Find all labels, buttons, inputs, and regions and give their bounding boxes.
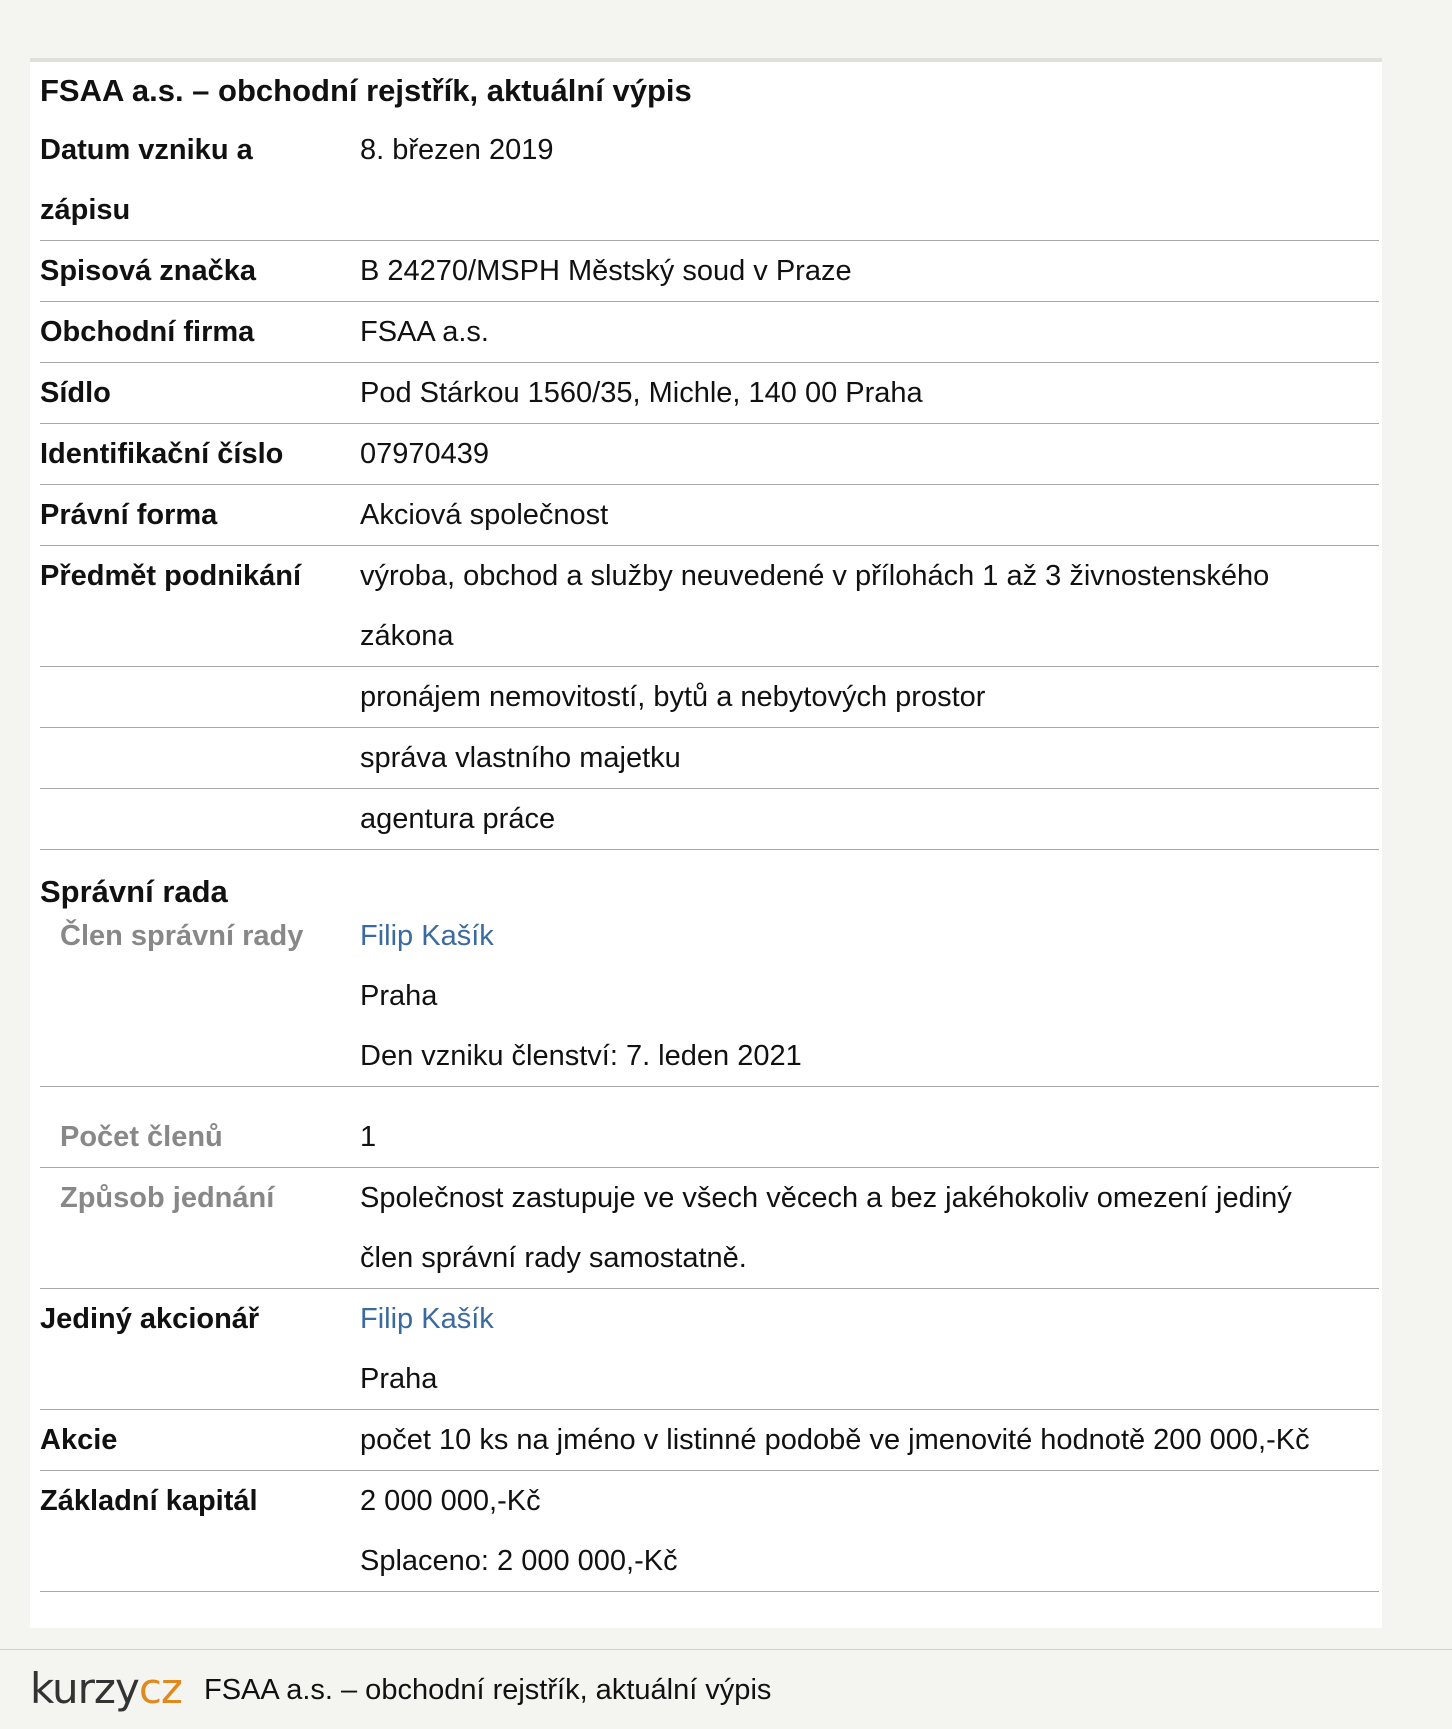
activity-item-line: agentura práce (360, 803, 556, 835)
row-jediny-akcionar (40, 1289, 1379, 1410)
row-value: FSAA a.s. (360, 316, 489, 348)
row-value: 1 (360, 1121, 377, 1153)
row-value: 07970439 (360, 438, 490, 470)
row-label: Člen správní rady (60, 920, 304, 952)
row-label: Sídlo (40, 377, 111, 409)
activity-item-line: správa vlastního majetku (360, 742, 681, 774)
row-zakladni-kapital (40, 1471, 1379, 1592)
row-label: Identifikační číslo (40, 438, 284, 470)
shareholder-name-link[interactable]: Filip Kašík (360, 1303, 494, 1335)
logo-text-kurzy: kurzy (30, 1664, 139, 1713)
register-content (40, 62, 1379, 1592)
row-value-line2: člen správní rady samostatně. (360, 1242, 747, 1274)
row-pravni-forma (40, 485, 1379, 546)
row-label: Způsob jednání (60, 1182, 275, 1214)
row-label: Akcie (40, 1424, 118, 1456)
activity-item-line: zákona (360, 620, 454, 652)
row-value-line1: Společnost zastupuje ve všech věcech a bez jakéhokoliv omezení jediný (360, 1182, 1292, 1214)
row-value: počet 10 ks na jméno v listinné podobě ve jmenovité hodnotě 200 000,-Kč (360, 1424, 1310, 1456)
row-value: Pod Stárkou 1560/35, Michle, 140 00 Praha (360, 377, 923, 409)
row-sidlo (40, 363, 1379, 424)
page-title: FSAA a.s. – obchodní rejstřík, aktuální výpis (40, 73, 692, 108)
footer (0, 1649, 1452, 1729)
row-label: Obchodní firma (40, 316, 255, 348)
row-obchodni-firma (40, 302, 1379, 363)
row-clen-spravni-rady (40, 906, 1379, 1087)
register-card (30, 58, 1382, 1628)
row-label-line1: Datum vzniku a (40, 134, 253, 166)
row-label: Spisová značka (40, 255, 256, 287)
row-label: Základní kapitál (40, 1485, 258, 1517)
row-akcie (40, 1410, 1379, 1471)
row-label: Právní forma (40, 499, 218, 531)
row-predmet-item (40, 667, 1379, 728)
row-value: Akciová společnost (360, 499, 609, 531)
row-label: Předmět podnikání (40, 560, 302, 592)
logo-text-cz: cz (138, 1664, 182, 1713)
activity-item-line: výroba, obchod a služby neuvedené v přílohách 1 až 3 živnostenského (360, 560, 1270, 592)
row-label-line2: zápisu (40, 194, 131, 226)
member-name-link[interactable]: Filip Kašík (360, 920, 494, 952)
row-datum-vzniku (40, 120, 1379, 241)
row-zpusob-jednani (40, 1168, 1379, 1289)
member-city: Praha (360, 980, 438, 1012)
row-label (40, 120, 360, 240)
row-predmet-item (40, 789, 1379, 850)
footer-title: FSAA a.s. – obchodní rejstřík, aktuální výpis (204, 1674, 772, 1706)
row-value: 2 000 000,-Kč (360, 1485, 541, 1517)
row-ico (40, 424, 1379, 485)
row-value-paid: Splaceno: 2 000 000,-Kč (360, 1545, 678, 1577)
row-predmet-item (40, 728, 1379, 789)
row-spisova-znacka (40, 241, 1379, 302)
row-value: 8. březen 2019 (360, 134, 554, 166)
row-label: Počet členů (60, 1121, 223, 1153)
member-since: Den vzniku členství: 7. leden 2021 (360, 1040, 802, 1072)
section-spravni-rada: Správní rada (40, 874, 228, 909)
activity-item-line: pronájem nemovitostí, bytů a nebytových prostor (360, 681, 986, 713)
row-label: Jediný akcionář (40, 1303, 260, 1335)
kurzy-logo[interactable] (30, 1664, 182, 1714)
row-pocet-clenu (40, 1107, 1379, 1168)
row-predmet-podnikani (40, 546, 1379, 667)
row-value: B 24270/MSPH Městský soud v Praze (360, 255, 852, 287)
shareholder-city: Praha (360, 1363, 438, 1395)
